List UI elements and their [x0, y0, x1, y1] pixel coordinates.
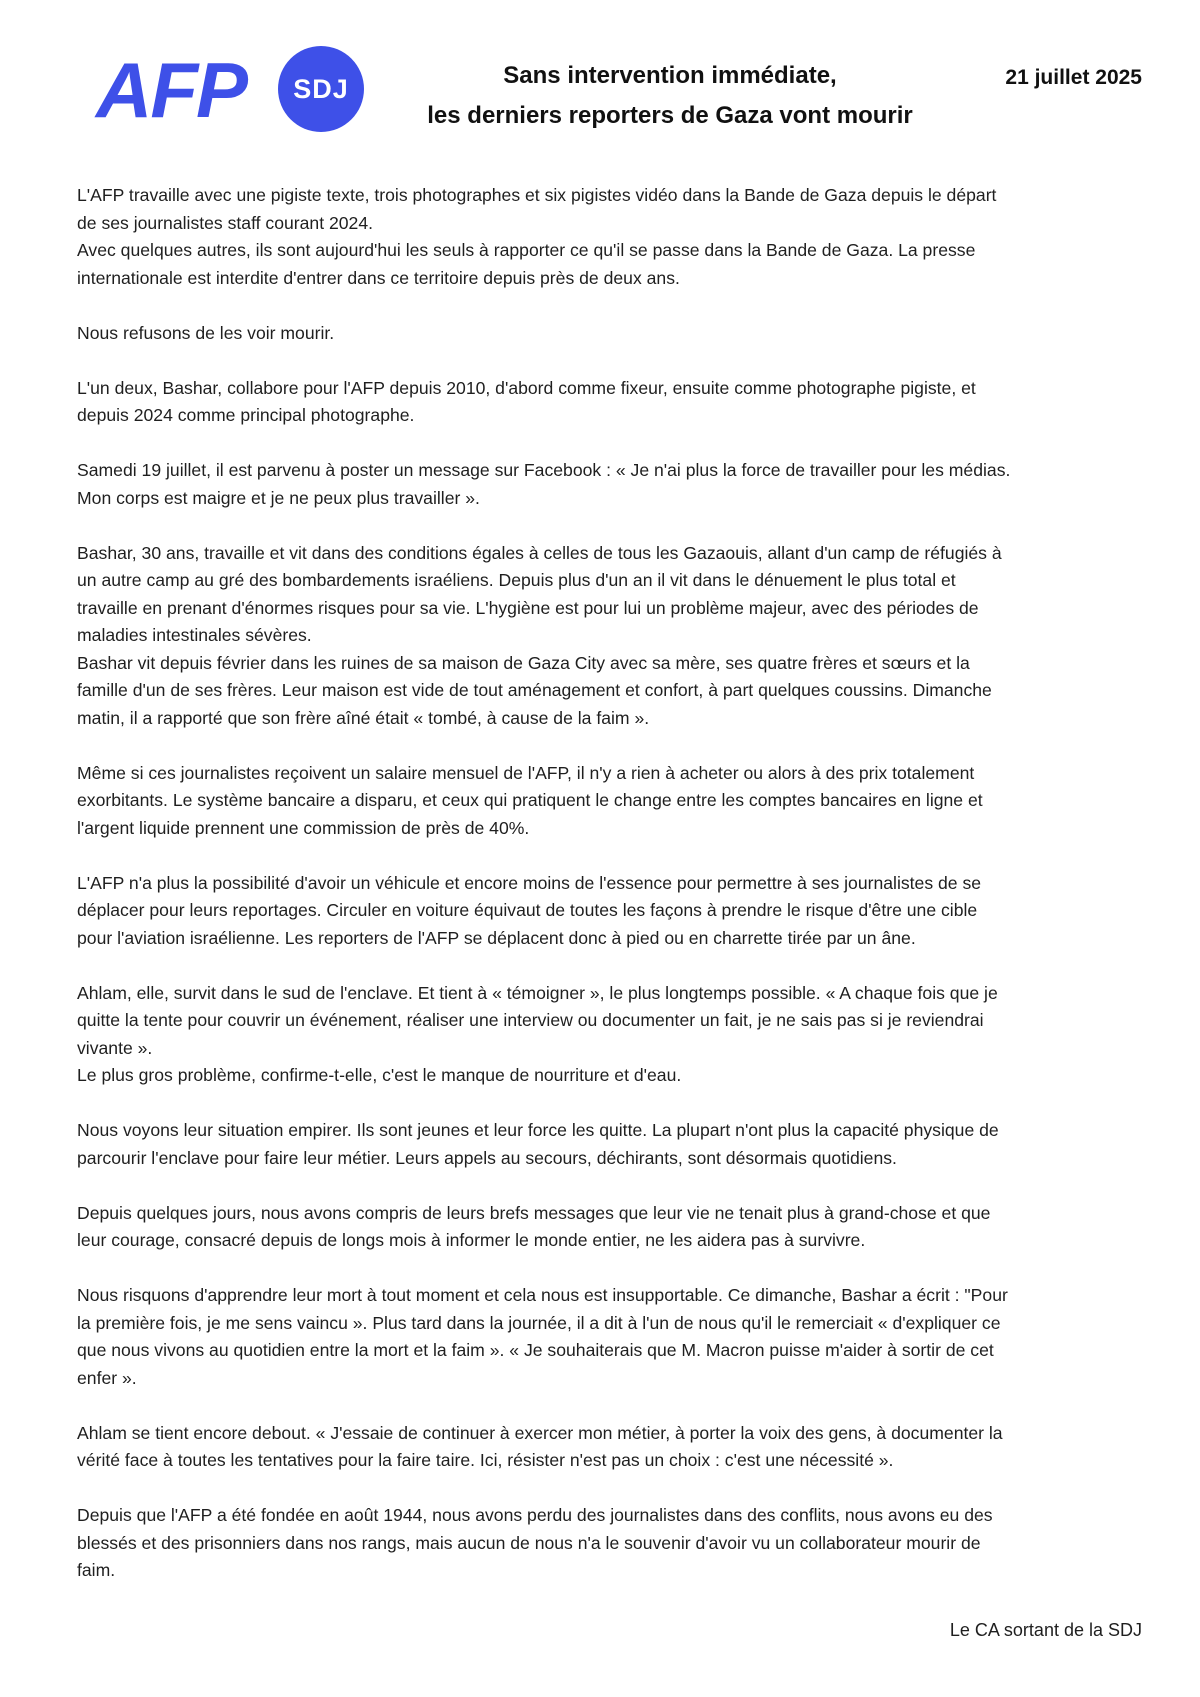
- document-date: 21 juillet 2025: [1005, 66, 1142, 89]
- document-header: [0, 0, 1200, 150]
- title-line-1: Sans intervention immédiate,: [503, 62, 837, 89]
- paragraph: Nous voyons leur situation empirer. Ils sont jeunes et leur force les quitte. La plupart n'ont plus la capacité physique de parcourir l'enclave pour faire leur métier. Leurs appels au secours, déchirants, sont désormais quotidiens.: [77, 1120, 999, 1168]
- document-body: [77, 182, 1137, 1612]
- afp-sdj-logo: [96, 44, 368, 136]
- title-line-2: les derniers reporters de Gaza vont mourir: [427, 102, 913, 129]
- paragraph: L'AFP travaille avec une pigiste texte, trois photographes et six pigistes vidéo dans la Bande de Gaza depuis le départ de ses journalistes staff courant 2024. Avec quelques autres, ils sont aujourd'hui les seuls à rapporter ce qu'il se passe dans la Bande de Gaza. La presse internationale est interdite d'entrer dans ce territoire depuis près de deux ans.: [77, 185, 997, 288]
- paragraph: Depuis quelques jours, nous avons compris de leurs brefs messages que leur vie ne tenait plus à grand-chose et que leur courage, consacré depuis de longs mois à informer le monde entier, ne les aidera pas à survivre.: [77, 1202, 991, 1250]
- paragraph: L'un deux, Bashar, collabore pour l'AFP depuis 2010, d'abord comme fixeur, ensuite comme photographe pigiste, et depuis 2024 comme principal photographe.: [77, 377, 976, 425]
- paragraph: Ahlam, elle, survit dans le sud de l'enclave. Et tient à « témoigner », le plus longtemps possible. « A chaque fois que je quitte la tente pour couvrir un événement, réaliser une interview ou documenter un fait, je ne sais pas si je reviendrai vivante ». Le plus gros problème, confirme-t-elle, c'est le manque de nourriture et d'eau.: [77, 982, 998, 1085]
- paragraph: L'AFP n'a plus la possibilité d'avoir un véhicule et encore moins de l'essence pour permettre à ses journalistes de se déplacer pour leurs reportages. Circuler en voiture équivaut de toutes les façons à prendre le risque d'être une cible pour l'aviation israélienne. Les reporters de l'AFP se déplacent donc à pied ou en charrette tirée par un âne.: [77, 872, 982, 948]
- signature: Le CA sortant de la SDJ: [949, 1620, 1142, 1640]
- paragraph: Samedi 19 juillet, il est parvenu à poster un message sur Facebook : « Je n'ai plus la force de travailler pour les médias. Mon corps est maigre et je ne peux plus travailler ».: [77, 460, 1011, 508]
- paragraph: Bashar, 30 ans, travaille et vit dans des conditions égales à celles de tous les Gazaouis, allant d'un camp de réfugiés à un autre camp au gré des bombardements israéliens. Depuis plus d'un an il vit dans le dénuement le plus total et travaille en prenant d'énormes risques pour sa vie. L'hygiène est pour lui un problème majeur, avec des périodes de maladies intestinales sévères. Bashar vit depuis février dans les ruines de sa maison de Gaza City avec sa mère, ses quatre frères et sœurs et la famille d'un de ses frères. Leur maison est vide de tout aménagement et confort, à part quelques coussins. Dimanche matin, il a rapporté que son frère aîné était « tombé, à cause de la faim ».: [77, 542, 1002, 728]
- paragraph: Depuis que l'AFP a été fondée en août 1944, nous avons perdu des journalistes dans des conflits, nous avons eu des blessés et des prisonniers dans nos rangs, mais aucun de nous n'a le souvenir d'avoir vu un collaborateur mourir de faim.: [77, 1505, 993, 1580]
- paragraph: Nous risquons d'apprendre leur mort à tout moment et cela nous est insupportable. Ce dimanche, Bashar a écrit : "Pour la première fois, je me sens vaincu ». Plus tard dans la journée, il a dit à l'un de nous qu'il le remerciait « d'expliquer ce que nous vivons au quotidien entre la mort et la faim ». « Je souhaiterais que M. Macron puisse m'aider à sortir de cet enfer ».: [77, 1285, 1008, 1388]
- paragraph: Nous refusons de les voir mourir.: [77, 322, 335, 343]
- afp-logo-text: AFP: [96, 46, 246, 134]
- paragraph: Même si ces journalistes reçoivent un salaire mensuel de l'AFP, il n'y a rien à acheter ou alors à des prix totalement exorbitants. Le système bancaire a disparu, et ceux qui pratiquent le change entre les comptes bancaires en ligne et l'argent liquide prennent une commission de près de 40%.: [77, 762, 983, 838]
- paragraph: Ahlam se tient encore debout. « J'essaie de continuer à exercer mon métier, à porter la voix des gens, à documenter la vérité face à toutes les tentatives pour la faire taire. Ici, résister n'est pas un choix : c'est une nécessité ».: [77, 1422, 1003, 1470]
- sdj-badge: SDJ: [278, 46, 364, 132]
- document-title: [390, 56, 950, 136]
